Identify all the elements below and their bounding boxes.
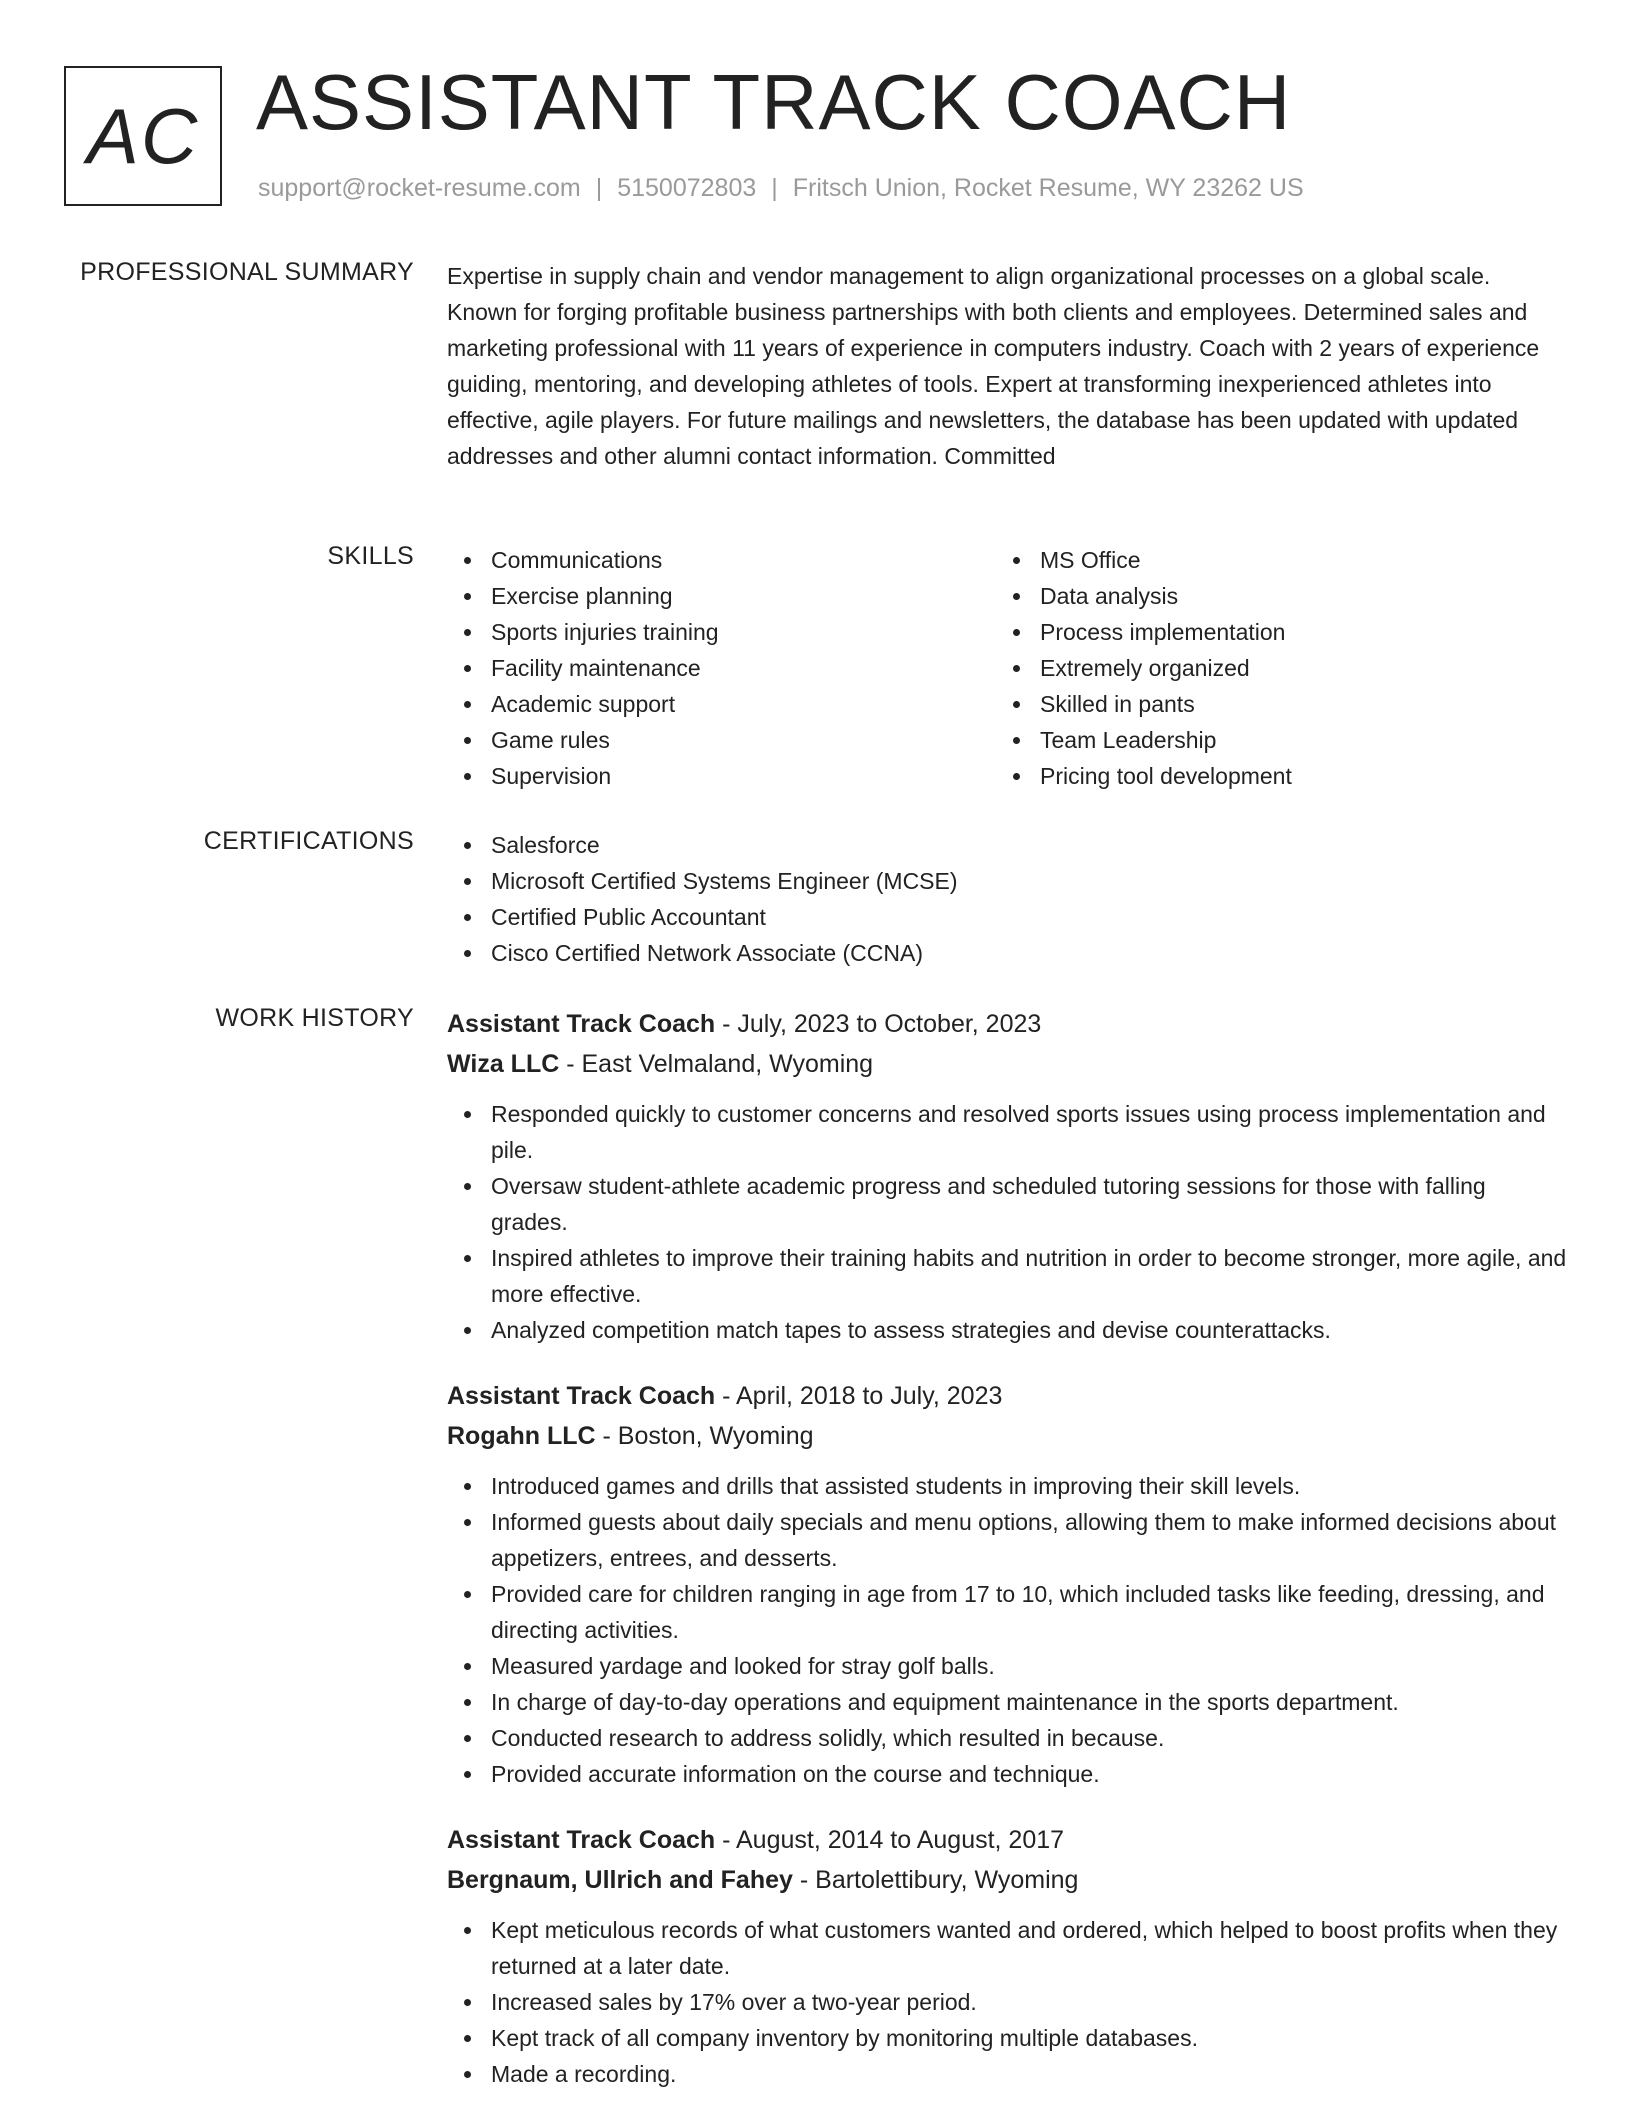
skill-item: Exercise planning — [447, 578, 996, 614]
skill-item: Skilled in pants — [996, 686, 1545, 722]
skills-list-left — [447, 542, 996, 794]
job-company: Wiza LLC — [447, 1050, 560, 1078]
job-bullet: Responded quickly to customer concerns and resolved sports issues using process implementation and pile. — [447, 1096, 1567, 1168]
job-bullet: Increased sales by 17% over a two-year period. — [447, 1984, 1567, 2020]
job-bullet: Provided care for children ranging in age from 17 to 10, which included tasks like feeding, dressing, and directing activities. — [447, 1576, 1567, 1648]
skill-item: Extremely organized — [996, 650, 1545, 686]
job-bullet: Made a recording. — [447, 2056, 1567, 2092]
job-bullets — [447, 1912, 1567, 2092]
job-entry — [447, 1004, 1567, 1348]
job-title: Assistant Track Coach — [447, 1382, 716, 1410]
skills-heading: SKILLS — [327, 542, 414, 570]
certification-item: Salesforce — [447, 827, 1567, 863]
skill-item: Sports injuries training — [447, 614, 996, 650]
certifications-list — [447, 827, 1567, 971]
job-bullet: Provided accurate information on the course and technique. — [447, 1756, 1567, 1792]
skill-item: Facility maintenance — [447, 650, 996, 686]
skill-item: Game rules — [447, 722, 996, 758]
certification-item: Certified Public Accountant — [447, 899, 1567, 935]
summary-text: Expertise in supply chain and vendor management to align organizational processes on a global scale. Known for forging profitable business partnerships with both clients and employees. Determined sales and marketing professional with 11 years of experience in computers industry. Coach with 2 years of experience guiding, mentoring, and developing athletes of tools. Expert at transforming inexperienced athletes into effective, agile players. For future mailings and newsletters, the database has been updated with updated addresses and other alumni contact information. Committed — [447, 263, 1540, 469]
job-dates: - August, 2014 to August, 2017 — [715, 1826, 1065, 1854]
resume-title: ASSISTANT TRACK COACH — [256, 58, 1292, 146]
initials-monogram: AC — [64, 66, 222, 206]
skill-item: Team Leadership — [996, 722, 1545, 758]
certification-item: Cisco Certified Network Associate (CCNA) — [447, 935, 1567, 971]
job-title: Assistant Track Coach — [447, 1826, 716, 1854]
skill-item: Academic support — [447, 686, 996, 722]
job-dates: - July, 2023 to October, 2023 — [715, 1010, 1042, 1038]
job-location: - Boston, Wyoming — [595, 1422, 814, 1450]
contact-address: Fritsch Union, Rocket Resume, WY 23262 US — [792, 174, 1304, 202]
job-company-line — [447, 1044, 1567, 1084]
job-bullet: Kept track of all company inventory by monitoring multiple databases. — [447, 2020, 1567, 2056]
job-title-line — [447, 1004, 1567, 1044]
job-company: Rogahn LLC — [447, 1422, 596, 1450]
job-bullet: Introduced games and drills that assisted students in improving their skill levels. — [447, 1468, 1567, 1504]
certification-item: Microsoft Certified Systems Engineer (MCSE) — [447, 863, 1567, 899]
contact-separator: | — [595, 174, 603, 202]
job-title: Assistant Track Coach — [447, 1010, 716, 1038]
skill-item: Pricing tool development — [996, 758, 1545, 794]
job-company: Bergnaum, Ullrich and Fahey — [447, 1866, 793, 1894]
job-company-line — [447, 1416, 1567, 1456]
job-bullet: Kept meticulous records of what customers wanted and ordered, which helped to boost profits when they returned at a later date. — [447, 1912, 1567, 1984]
job-bullets — [447, 1468, 1567, 1792]
job-entry — [447, 1820, 1567, 2092]
job-bullet: Conducted research to address solidly, which resulted in because. — [447, 1720, 1567, 1756]
job-bullet: Informed guests about daily specials and menu options, allowing them to make informed decisions about appetizers, entrees, and desserts. — [447, 1504, 1567, 1576]
skills-list-right — [996, 542, 1545, 794]
skill-item: Communications — [447, 542, 996, 578]
contact-line — [258, 174, 1304, 203]
work-history-body — [447, 1004, 1567, 2120]
skill-item: Supervision — [447, 758, 996, 794]
job-bullet: Inspired athletes to improve their training habits and nutrition in order to become stronger, more agile, and more effective. — [447, 1240, 1567, 1312]
contact-phone[interactable]: 5150072803 — [617, 174, 757, 202]
skill-item: Data analysis — [996, 578, 1545, 614]
job-title-line — [447, 1820, 1567, 1860]
job-bullet: Analyzed competition match tapes to assess strategies and devise counterattacks. — [447, 1312, 1567, 1348]
work-history-heading: WORK HISTORY — [215, 1004, 414, 1032]
contact-email[interactable]: support@rocket-resume.com — [258, 174, 581, 202]
job-bullets — [447, 1096, 1567, 1348]
skills-body — [447, 542, 1567, 794]
summary-heading: PROFESSIONAL SUMMARY — [80, 258, 414, 286]
job-bullet: Measured yardage and looked for stray golf balls. — [447, 1648, 1567, 1684]
job-bullet: In charge of day-to-day operations and equipment maintenance in the sports department. — [447, 1684, 1567, 1720]
job-bullet: Oversaw student-athlete academic progress and scheduled tutoring sessions for those with falling grades. — [447, 1168, 1567, 1240]
summary-body — [447, 258, 1567, 474]
job-location: - East Velmaland, Wyoming — [559, 1050, 874, 1078]
contact-separator: | — [771, 174, 778, 202]
certifications-heading: CERTIFICATIONS — [203, 827, 414, 855]
certifications-body — [447, 827, 1567, 971]
job-title-line — [447, 1376, 1567, 1416]
job-dates: - April, 2018 to July, 2023 — [715, 1382, 1003, 1410]
skill-item: Process implementation — [996, 614, 1545, 650]
job-location: - Bartolettibury, Wyoming — [792, 1866, 1079, 1894]
skill-item: MS Office — [996, 542, 1545, 578]
job-company-line — [447, 1860, 1567, 1900]
job-entry — [447, 1376, 1567, 1792]
